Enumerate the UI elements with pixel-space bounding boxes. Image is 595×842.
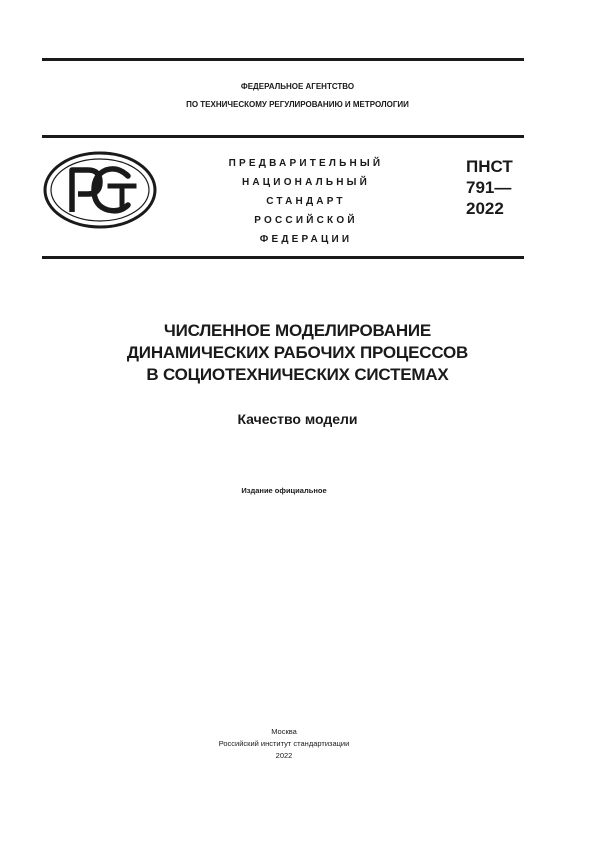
imprint-publisher: Российский институт стандартизации	[218, 739, 350, 748]
standard-type-line: ФЕДЕРАЦИИ	[259, 234, 353, 245]
document-subtitle: Качество модели	[237, 411, 358, 427]
edition-label: Издание официальное	[241, 486, 327, 495]
agency-line-1: ФЕДЕРАЛЬНОЕ АГЕНТСТВО	[240, 82, 355, 91]
title-line: ЧИСЛЕННОЕ МОДЕЛИРОВАНИЕ	[163, 321, 432, 340]
document-title	[0, 320, 595, 386]
standard-code-line: ПНСТ	[466, 157, 513, 176]
imprint	[0, 726, 568, 762]
standard-code	[466, 156, 513, 219]
standard-type-line: НАЦИОНАЛЬНЫЙ	[241, 177, 371, 188]
top-rule	[42, 58, 524, 61]
imprint-year: 2022	[275, 751, 293, 760]
bottom-rule	[42, 256, 524, 259]
standard-type-line: СТАНДАРТ	[266, 196, 346, 207]
standard-type-line: ПРЕДВАРИТЕЛЬНЫЙ	[228, 158, 384, 169]
standard-code-line: 791—	[466, 178, 512, 197]
standard-type	[208, 154, 404, 249]
gost-r-emblem-icon	[42, 150, 158, 230]
standard-type-line: РОССИЙСКОЙ	[254, 215, 358, 226]
title-line: ДИНАМИЧЕСКИХ РАБОЧИХ ПРОЦЕССОВ	[126, 343, 469, 362]
title-line: В СОЦИОТЕХНИЧЕСКИХ СИСТЕМАХ	[146, 365, 449, 384]
agency-line-2: ПО ТЕХНИЧЕСКОМУ РЕГУЛИРОВАНИЮ И МЕТРОЛОГИИ	[186, 100, 409, 109]
middle-rule	[42, 135, 524, 138]
standard-code-line: 2022	[466, 199, 504, 218]
imprint-city: Москва	[271, 727, 297, 736]
